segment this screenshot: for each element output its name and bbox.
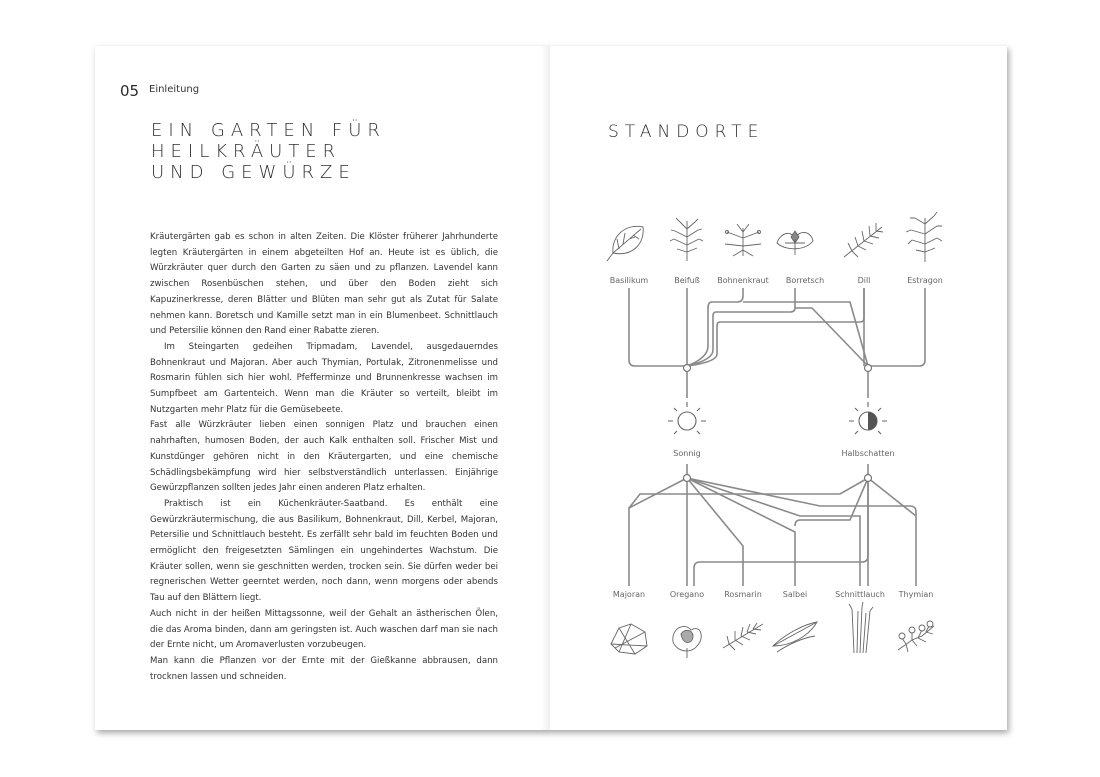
location-label: Halbschatten <box>841 449 895 458</box>
book-spread <box>95 46 1007 730</box>
thyme-icon <box>898 621 934 652</box>
chives-icon <box>849 602 873 653</box>
line-halbschatten-salbei <box>795 478 868 526</box>
heading-line: EIN GARTEN FÜR <box>151 120 386 141</box>
herb-label: Schnittlauch <box>835 590 885 599</box>
page-heading <box>151 120 386 183</box>
paragraph: Im Steingarten gedeihen Tripmadam, Lavendel, ausgedauerndes Bohnenkraut und Majoran. Aber auch Thymian, Portulak, Zitronenmelisse und Rosmarin fühlen sich hier wohl. Pfefferminze und Brunnenkresse wachsen im Sumpfbeet am Gartenteich. Wenn man die Kräuter so verteilt, bleibt im Nutzgarten mehr Platz für die Gemüsebeete. <box>150 341 498 415</box>
line-halbschatten-thymian <box>868 478 916 516</box>
herb-label: Thymian <box>898 590 934 599</box>
junction-nodes <box>684 365 872 482</box>
herb-label: Bohnenkraut <box>717 276 769 285</box>
herb-label: Estragon <box>907 276 943 285</box>
diagram-heading: STANDORTE <box>608 122 765 142</box>
connection-lines <box>629 288 925 586</box>
paragraph: Man kann die Pflanzen vor der Ernte mit der Gießkanne abbrausen, dann trocknen lassen und schneiden. <box>150 655 498 682</box>
junction-node <box>865 475 872 482</box>
line-estragon-halbschatten <box>868 288 925 366</box>
tarragon-icon <box>906 212 942 262</box>
herb-label: Rosmarin <box>724 590 762 599</box>
paragraph: Fast alle Würzkräuter lieben einen sonnigen Platz und brauchen einen nahrhaften, humosen Boden, der auch Kalk enthalten soll. Frischer Mist und Kunstdünger gehören nicht in den Kräutergarten, und eine chemische Schädlingsbekämpfung wird hier selbstverständlich unterlassen. Einjährige Gewürzpflanzen sollten jedes Jahr einen anderen Platz erhalten. <box>150 420 498 494</box>
heading-line: HEILKRÄUTER <box>151 141 342 162</box>
line-borretsch-halbschatten <box>795 308 868 366</box>
line-bohnenkraut-sonnig <box>687 288 743 366</box>
section-title: Einleitung <box>149 84 200 95</box>
junction-node <box>684 365 691 372</box>
herb-label: Basilikum <box>609 276 649 285</box>
herb-label: Borretsch <box>785 276 825 285</box>
basil-leaf-icon <box>607 226 643 261</box>
junction-node <box>684 475 691 482</box>
paragraph: Praktisch ist ein Küchenkräuter-Saatband. Es enthält eine Gewürzkräutermischung, die aus Basilikum, Bohnenkraut, Dill, Kerbel, Majoran, Petersilie und Schnittlauch besteht. Es zerfällt sehr bald im feuchten Boden und ermöglicht den freigesetzten Sämlingen ein ungehindertes Wachstum. Die Kräuter sollen, wenn sie geschnitten werden, trocken sein. Sie dürfen weder bei regnerischen Wetter geerntet werden, noch dann, wenn morgens oder abends Tau auf den Blättern liegt. <box>150 498 498 604</box>
mugwort-icon <box>670 218 703 261</box>
heading-line: UND GEWÜRZE <box>151 162 356 183</box>
gutter-shadow <box>541 46 550 730</box>
standorte-diagram <box>550 46 1007 730</box>
savory-icon <box>725 224 761 256</box>
location-label: Sonnig <box>673 449 701 458</box>
oregano-icon <box>673 626 701 658</box>
sun-icon <box>668 402 706 434</box>
herb-label: Salbei <box>782 590 808 599</box>
borage-icon <box>777 231 813 255</box>
right-page <box>550 46 1007 730</box>
junction-node <box>865 365 872 372</box>
herb-label: Beifuß <box>674 276 700 285</box>
line-borretsch-sonnig <box>687 288 795 366</box>
line-halbschatten-majoran <box>629 478 868 508</box>
half-sun-icon <box>849 402 887 434</box>
paragraph: Auch nicht in der heißen Mittagssonne, weil der Gehalt an ästherischen Ölen, die das Aroma binden, dann am geringsten ist. Auch waschen darf man sie nach der Ernte nicht, um Aromaverlusten vorzubeugen. <box>150 608 498 651</box>
paragraph: Kräutergärten gab es schon in alten Zeiten. Die Klöster früherer Jahrhunderte legten Kräutergärten in einem abgeteilten Hof an. Heute ist es üblich, die Würzkräuter quer durch den Garten zu säen und zu pflanzen. Lavendel kann zwischen Rosenbüschen stehen, und über den Boden zieht sich Kapuzinerkresse, deren Blätter und Blüten man sehr gut als Zutat für Salate nehmen kann. Boretsch und Kamille setzt man in ein Blumenbeet. Schnittlauch und Petersilie können den Rand einer Rabatte zieren. <box>150 232 498 337</box>
rosemary-icon <box>723 623 763 650</box>
left-page <box>95 46 550 730</box>
sage-icon <box>773 622 817 652</box>
dill-icon <box>844 223 883 257</box>
page-number: 05 <box>120 82 140 100</box>
herb-label: Dill <box>857 276 871 285</box>
marjoram-icon <box>611 624 647 654</box>
body-text <box>150 230 498 685</box>
herb-label: Oregano <box>669 590 705 599</box>
line-basilikum-sonnig <box>629 288 687 366</box>
herb-label: Majoran <box>612 590 646 599</box>
